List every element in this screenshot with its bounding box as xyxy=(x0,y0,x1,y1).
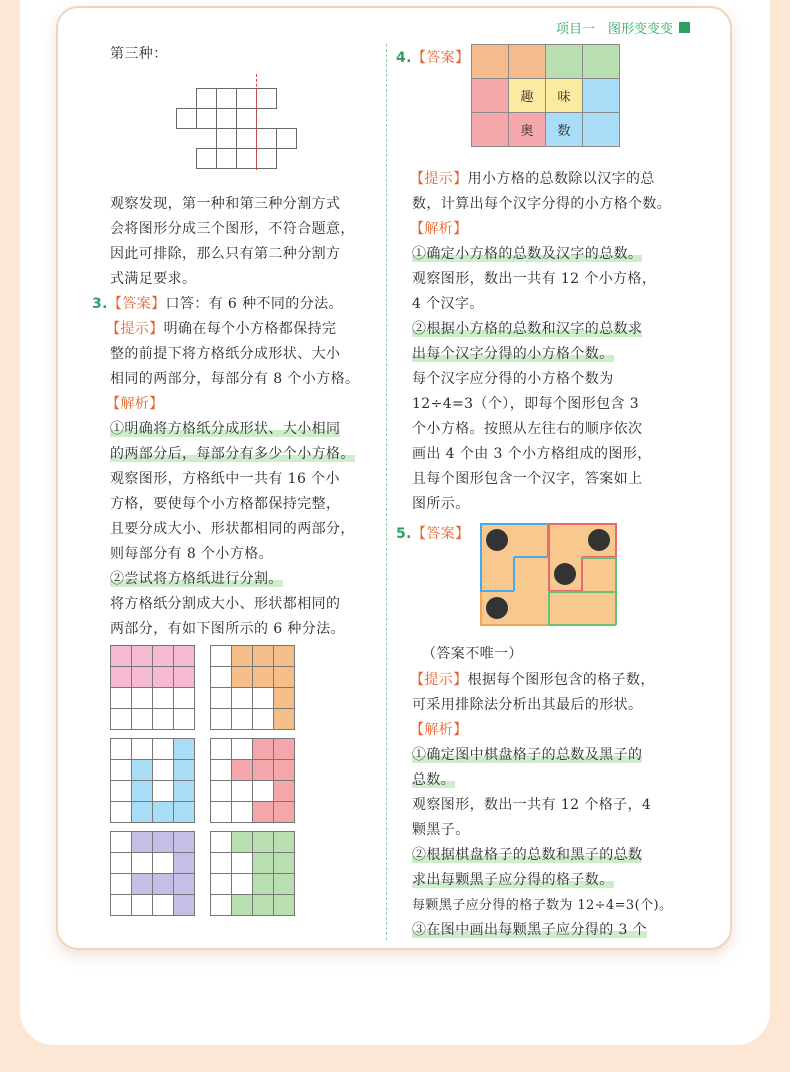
grid-cell xyxy=(216,108,237,129)
split-cell xyxy=(232,781,253,802)
split-cell xyxy=(111,760,132,781)
grid-cell xyxy=(176,108,197,129)
split-cell xyxy=(153,895,174,916)
split-cell xyxy=(232,895,253,916)
q5-hint-line-2: 可采用排除法分析出其最后的形状。 xyxy=(412,697,643,713)
split-cell xyxy=(153,760,174,781)
split-cell xyxy=(111,739,132,760)
q4-text2-line-2: 12÷4=3（个），即每个图形包含 3 xyxy=(412,396,640,412)
board-cell xyxy=(514,523,548,557)
q3-text2-line-1: 将方格纸分割成大小、形状都相同的 xyxy=(110,596,341,612)
split-cell xyxy=(174,874,195,895)
grid-cell xyxy=(196,88,217,109)
q4-cell-char: 数 xyxy=(546,113,583,147)
split-cell xyxy=(174,781,195,802)
q4-text2-line-5: 且每个图形包含一个汉字，答案如上 xyxy=(412,471,643,487)
split-cell xyxy=(232,688,253,709)
split-cell xyxy=(153,874,174,895)
split-cell xyxy=(274,760,295,781)
q3-text2-line-2: 两部分，有如下图所示的 6 种分法。 xyxy=(110,621,346,637)
question-3-answer xyxy=(92,292,343,317)
split-cell xyxy=(274,895,295,916)
split-cell xyxy=(253,832,274,853)
q5-answer-tag: 【答案】 xyxy=(411,526,470,542)
split-cell xyxy=(153,646,174,667)
q5-note: （答案不唯一） xyxy=(422,646,523,662)
region-line-blue xyxy=(480,523,482,591)
split-cell xyxy=(253,739,274,760)
split-cell xyxy=(132,874,153,895)
split-cell xyxy=(253,709,274,730)
q5-hint xyxy=(410,668,655,693)
header-label: 项目一 图形变变变 xyxy=(555,22,673,37)
q4-cell xyxy=(472,113,509,147)
board-cell xyxy=(514,591,548,625)
grid-cell xyxy=(276,128,297,149)
grid-cell xyxy=(196,108,217,129)
q3-hint-line-3: 相同的两部分，每部分有 8 个小方格。 xyxy=(110,371,360,387)
split-cell xyxy=(274,688,295,709)
split-cell xyxy=(111,709,132,730)
split-cell xyxy=(274,667,295,688)
q3-step2: ②尝试将方格纸进行分割。 xyxy=(110,571,283,587)
q4-step2-line-2-wrap xyxy=(412,342,614,367)
dashed-cut-line xyxy=(256,74,257,170)
region-line-blue xyxy=(480,523,548,525)
q4-answer-tag: 【答案】 xyxy=(411,50,470,66)
q5-text1-line-1: 观察图形，数出一共有 12 个格子，4 xyxy=(412,797,652,813)
board-cell xyxy=(548,523,582,557)
split-cell xyxy=(232,853,253,874)
split-cell xyxy=(153,739,174,760)
third-method-label: 第三种： xyxy=(110,46,168,62)
grid-cell xyxy=(236,148,257,169)
q4-text2-line-3: 个小方格。按照从左往右的顺序依次 xyxy=(412,421,643,437)
split-cell xyxy=(211,667,232,688)
question-5-number: 5. xyxy=(396,526,412,542)
header-square-icon xyxy=(679,22,690,33)
split-cell xyxy=(232,646,253,667)
split-cell xyxy=(153,709,174,730)
split-cell xyxy=(274,802,295,823)
split-cell xyxy=(253,688,274,709)
split-cell xyxy=(111,874,132,895)
split-cell xyxy=(232,802,253,823)
grid-cell xyxy=(236,88,257,109)
split-cell xyxy=(174,709,195,730)
region-line-red xyxy=(615,523,617,557)
split-cell xyxy=(132,895,153,916)
q5-hint-line-1: 根据每个图形包含的格子数， xyxy=(467,672,655,688)
split-cell xyxy=(132,781,153,802)
q5-text1-line-2: 颗黑子。 xyxy=(412,822,470,838)
column-divider xyxy=(386,44,387,940)
split-cell xyxy=(174,688,195,709)
region-line-blue xyxy=(514,556,548,558)
q4-step1-wrap xyxy=(412,242,642,267)
q5-step1-line-2-wrap xyxy=(412,768,455,793)
grid-cell xyxy=(216,88,237,109)
q3-step2-wrap xyxy=(110,567,283,592)
region-line-green xyxy=(582,557,616,559)
split-cell xyxy=(111,853,132,874)
grid-cell xyxy=(196,148,217,169)
board-cell xyxy=(582,591,616,625)
split-cell xyxy=(232,760,253,781)
region-line-green xyxy=(548,624,616,626)
split-cell xyxy=(253,874,274,895)
observation-line-2: 会将图形分成三个图形，不符合题意， xyxy=(110,221,355,237)
split-cell xyxy=(174,853,195,874)
q3-hint xyxy=(106,317,336,342)
q4-cell xyxy=(472,79,509,113)
region-line-green xyxy=(548,591,616,593)
split-cell xyxy=(174,739,195,760)
split-cell xyxy=(174,667,195,688)
q4-analysis-tag: 【解析】 xyxy=(410,221,468,237)
split-cell xyxy=(232,709,253,730)
split-cell xyxy=(111,667,132,688)
board-cell xyxy=(582,557,616,591)
split-cell xyxy=(232,832,253,853)
split-grid-1 xyxy=(110,645,195,730)
q4-text1-line-1: 观察图形，数出一共有 12 个小方格， xyxy=(412,271,657,287)
board-cell xyxy=(548,591,582,625)
split-cell xyxy=(153,688,174,709)
q4-cell-char: 趣 xyxy=(509,79,546,113)
q4-text2-line-4: 画出 4 个由 3 个小方格组成的图形， xyxy=(412,446,652,462)
split-cell xyxy=(132,760,153,781)
split-cell xyxy=(153,802,174,823)
q4-cell xyxy=(583,79,620,113)
black-stone-icon xyxy=(486,529,508,551)
split-cell xyxy=(111,895,132,916)
q5-step2-line-2-wrap xyxy=(412,868,614,893)
region-line-blue xyxy=(513,557,515,591)
split-cell xyxy=(132,802,153,823)
split-cell xyxy=(211,739,232,760)
q3-step1-line-1-wrap xyxy=(110,417,340,442)
split-cell xyxy=(132,667,153,688)
split-cell xyxy=(211,760,232,781)
q3-analysis-tag: 【解析】 xyxy=(106,396,164,412)
q4-answer-grid xyxy=(471,44,620,147)
region-line-green xyxy=(615,557,617,625)
q3-hint-line-2: 整的前提下将方格纸分成形状、大小 xyxy=(110,346,341,362)
split-cell xyxy=(174,802,195,823)
split-grid-4 xyxy=(210,738,295,823)
q4-cell xyxy=(472,45,509,79)
black-stone-icon xyxy=(588,529,610,551)
q3-text1-line-3: 且要分成大小、形状都相同的两部分， xyxy=(110,521,355,537)
q3-text1-line-1: 观察图形，方格纸中一共有 16 个小 xyxy=(110,471,340,487)
split-cell xyxy=(132,688,153,709)
split-cell xyxy=(211,709,232,730)
grid-cell xyxy=(236,128,257,149)
split-grid-5 xyxy=(110,831,195,916)
split-cell xyxy=(253,646,274,667)
q4-cell xyxy=(509,45,546,79)
region-line-red xyxy=(548,523,550,591)
observation-line-3: 因此可排除，那么只有第二种分割方 xyxy=(110,246,341,262)
split-cell xyxy=(132,709,153,730)
region-line-blue xyxy=(480,590,514,592)
split-cell xyxy=(174,895,195,916)
q4-cell xyxy=(546,45,583,79)
q4-hint-tag: 【提示】 xyxy=(410,171,468,187)
observation-line-4: 式满足要求。 xyxy=(110,271,197,287)
observation-line-1: 观察发现，第一种和第三种分割方式 xyxy=(110,196,341,212)
grid-cell xyxy=(256,88,277,109)
split-cell xyxy=(253,667,274,688)
q5-step1-line-2: 总数。 xyxy=(412,772,456,788)
split-cell xyxy=(111,781,132,802)
split-cell xyxy=(174,760,195,781)
q4-step2-line-1-wrap xyxy=(412,317,642,342)
region-line-green xyxy=(548,591,550,625)
q3-step1-line-2-wrap xyxy=(110,442,355,467)
q4-step2-line-1: ②根据小方格的总数和汉字的总数求 xyxy=(412,321,643,337)
board-cell xyxy=(514,557,548,591)
grid-cell xyxy=(236,108,257,129)
split-grid-6 xyxy=(210,831,295,916)
split-cell xyxy=(132,853,153,874)
q4-text1-line-2: 4 个汉字。 xyxy=(412,296,484,312)
split-cell xyxy=(153,832,174,853)
split-cell xyxy=(153,667,174,688)
split-cell xyxy=(274,646,295,667)
split-cell xyxy=(211,832,232,853)
question-5-answer-label xyxy=(396,522,469,547)
black-stone-icon xyxy=(554,563,576,585)
workbook-page xyxy=(56,6,732,950)
q4-step1: ①确定小方格的总数及汉字的总数。 xyxy=(412,246,643,262)
q4-hint-line-1: 用小方格的总数除以汉字的总 xyxy=(467,171,655,187)
q4-cell xyxy=(583,45,620,79)
split-cell xyxy=(232,667,253,688)
split-cell xyxy=(274,874,295,895)
grid-cell xyxy=(256,128,277,149)
split-cell xyxy=(253,760,274,781)
split-cell xyxy=(174,646,195,667)
split-cell xyxy=(253,802,274,823)
split-grid-2 xyxy=(210,645,295,730)
q3-step1-line-2: 的两部分后，每部分有多少个小方格。 xyxy=(110,446,355,462)
split-cell xyxy=(232,874,253,895)
split-cell xyxy=(111,802,132,823)
q3-text1-line-2: 方格，要使每个小方格都保持完整， xyxy=(110,496,341,512)
split-cell xyxy=(211,895,232,916)
split-cell xyxy=(253,853,274,874)
black-stone-icon xyxy=(486,597,508,619)
q4-hint-line-2: 数，计算出每个汉字分得的小方格个数。 xyxy=(412,196,672,212)
q3-hint-tag: 【提示】 xyxy=(106,321,164,337)
question-4-number: 4. xyxy=(396,50,412,66)
q4-cell-char: 味 xyxy=(546,79,583,113)
split-cell xyxy=(274,781,295,802)
q4-cell xyxy=(583,113,620,147)
q5-analysis-tag: 【解析】 xyxy=(410,722,468,738)
region-line-red xyxy=(581,557,583,591)
q5-step2-line-2: 求出每颗黑子应分得的格子数。 xyxy=(412,872,614,888)
grid-cell xyxy=(216,128,237,149)
q4-hint xyxy=(410,167,655,192)
split-cell xyxy=(153,853,174,874)
split-cell xyxy=(274,832,295,853)
split-cell xyxy=(211,802,232,823)
split-cell xyxy=(111,688,132,709)
q4-text2-line-1: 每个汉字应分得的小方格个数为 xyxy=(412,371,614,387)
split-cell xyxy=(111,832,132,853)
page-header xyxy=(556,18,690,37)
split-cell xyxy=(274,739,295,760)
region-line-red xyxy=(548,523,616,525)
q4-text2-line-6: 图所示。 xyxy=(412,496,470,512)
q3-answer-text: 口答：有 6 种不同的分法。 xyxy=(165,296,343,312)
split-cell xyxy=(211,781,232,802)
q5-step3: ③在图中画出每颗黑子应分得的 3 个 xyxy=(412,922,648,938)
q3-answer-tag: 【答案】 xyxy=(107,296,166,312)
split-cell xyxy=(232,739,253,760)
q5-hint-tag: 【提示】 xyxy=(410,672,468,688)
split-cell xyxy=(253,781,274,802)
q4-step2-line-2: 出每个汉字分得的小方格个数。 xyxy=(412,346,614,362)
q3-text1-line-4: 则每部分有 8 个小方格。 xyxy=(110,546,274,562)
q3-hint-line-1: 明确在每个小方格都保持完 xyxy=(163,321,337,337)
split-cell xyxy=(274,709,295,730)
split-cell xyxy=(153,781,174,802)
split-grid-3 xyxy=(110,738,195,823)
q5-step3-wrap xyxy=(412,918,647,943)
split-cell xyxy=(211,853,232,874)
split-cell xyxy=(132,832,153,853)
q4-cell-char: 奥 xyxy=(509,113,546,147)
split-cell xyxy=(111,646,132,667)
split-cell xyxy=(132,739,153,760)
grid-cell xyxy=(256,148,277,169)
q5-step1-line-1-wrap xyxy=(412,743,642,768)
question-4-answer-label xyxy=(396,46,469,71)
question-3-number: 3. xyxy=(92,296,108,312)
q5-text2: 每颗黑子应分得的格子数为 12÷4=3(个)。 xyxy=(412,898,673,913)
split-cell xyxy=(274,853,295,874)
split-cell xyxy=(211,646,232,667)
q5-step2-line-1: ②根据棋盘格子的总数和黑子的总数 xyxy=(412,847,643,863)
split-cell xyxy=(174,832,195,853)
grid-cell xyxy=(216,148,237,169)
split-cell xyxy=(211,688,232,709)
split-cell xyxy=(132,646,153,667)
q5-step1-line-1: ①确定图中棋盘格子的总数及黑子的 xyxy=(412,747,643,763)
board-cell xyxy=(480,557,514,591)
q3-step1-line-1: ①明确将方格纸分成形状、大小相同 xyxy=(110,421,341,437)
q5-step2-line-1-wrap xyxy=(412,843,642,868)
split-cell xyxy=(211,874,232,895)
split-cell xyxy=(253,895,274,916)
